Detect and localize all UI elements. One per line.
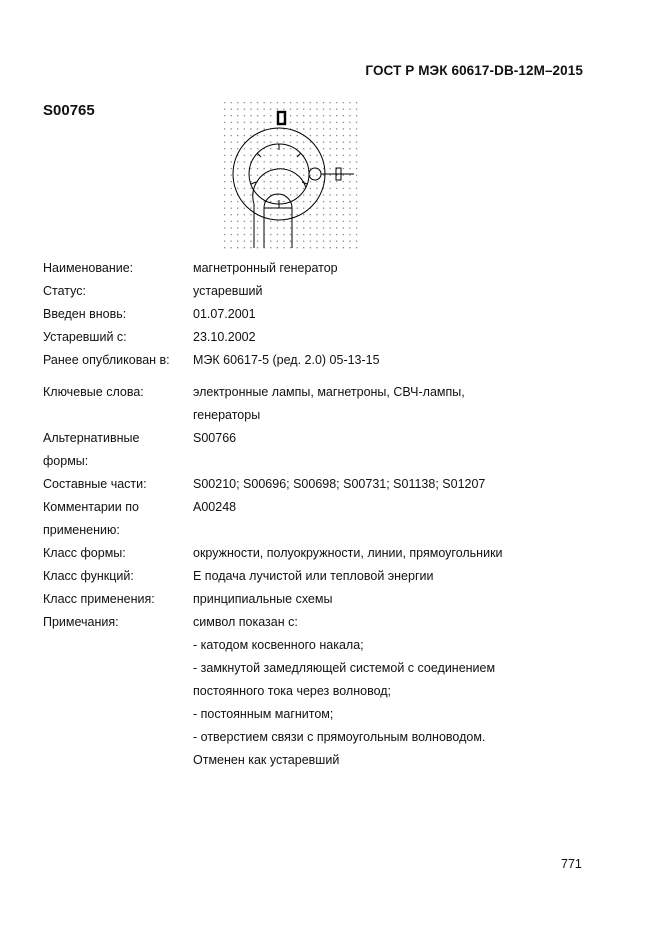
field-value: электронные лампы, магнетроны, СВЧ-лампы, генераторы	[193, 385, 465, 422]
field-label: Класс функций:	[43, 569, 134, 583]
standard-header: ГОСТ Р МЭК 60617-DB-12M–2015	[365, 63, 583, 78]
field-label: Ключевые слова:	[43, 385, 144, 399]
field-label: Статус:	[43, 284, 86, 298]
field-value: S00210; S00696; S00698; S00731; S01138; S01207	[193, 477, 486, 491]
field-value: МЭК 60617-5 (ред. 2.0) 05-13-15	[193, 353, 380, 367]
field-status	[43, 280, 603, 303]
field-name	[43, 257, 603, 280]
symbol-properties	[43, 257, 603, 772]
field-application-class	[43, 588, 603, 611]
field-value: Е подача лучистой или тепловой энергии	[193, 569, 434, 583]
magnetron-symbol-figure	[222, 100, 362, 252]
field-value: A00248	[193, 500, 237, 514]
field-keywords	[43, 381, 603, 427]
field-value: принципиальные схемы	[193, 592, 333, 606]
field-value: окружности, полуокружности, линии, прямоугольники	[193, 546, 503, 560]
field-label: Наименование:	[43, 261, 134, 275]
field-value: 23.10.2002	[193, 330, 256, 344]
field-application-notes	[43, 496, 603, 542]
field-introduced	[43, 303, 603, 326]
field-previously-published	[43, 349, 603, 372]
field-shape-class	[43, 542, 603, 565]
field-value: S00766	[193, 431, 237, 445]
field-value: магнетронный генератор	[193, 261, 338, 275]
field-label: Альтернативные формы:	[43, 431, 140, 468]
field-value: символ показан с: - катодом косвенного накала; - замкнутой замедляющей системой с соединением постоянного тока через волновод; - постоянным магнитом; - отверстием связи с прямоугольным волноводом. Отменен как устаревший	[193, 615, 496, 767]
field-label: Составные части:	[43, 477, 147, 491]
field-label: Устаревший с:	[43, 330, 127, 344]
field-label: Ранее опубликован в:	[43, 353, 170, 367]
field-obsolete-since	[43, 326, 603, 349]
field-label: Примечания:	[43, 615, 119, 629]
symbol-id: S00765	[43, 102, 95, 119]
field-function-class	[43, 565, 603, 588]
field-components	[43, 473, 603, 496]
field-label: Комментарии по применению:	[43, 500, 139, 537]
page-number: 771	[561, 857, 582, 871]
field-label: Введен вновь:	[43, 307, 127, 321]
field-value: 01.07.2001	[193, 307, 256, 321]
field-value: устаревший	[193, 284, 263, 298]
field-label: Класс формы:	[43, 546, 126, 560]
field-label: Класс применения:	[43, 592, 155, 606]
field-remarks	[43, 611, 603, 772]
field-alternative-forms	[43, 427, 603, 473]
